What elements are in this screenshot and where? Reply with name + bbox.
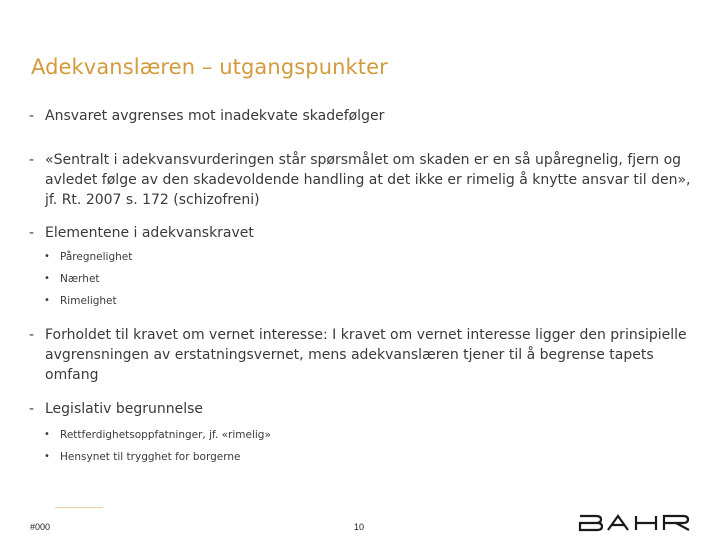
footer-label: #000 <box>30 522 51 532</box>
sub-bullet-item <box>29 294 694 308</box>
bullet-text: Elementene i adekvanskravet <box>45 225 254 241</box>
bullet-text: «Sentralt i adekvansvurderingen står spørsmålet om skaden er en så upåregnelig, fjern og avledet følge av den skadevoldende handling at det ikke er rimelig å knytte ansvar til den», jf. Rt. 2007 s. 172 (schizofreni) <box>45 152 691 208</box>
bullet-text: Ansvaret avgrenses mot inadekvate skadefølger <box>45 108 385 124</box>
bahr-logo <box>578 514 692 532</box>
sub-bullet-item <box>29 250 694 264</box>
sub-bullet-marker: • <box>44 295 50 306</box>
slide-title: Adekvanslæren – utgangspunkter <box>31 55 388 79</box>
footer-accent-line <box>55 507 103 508</box>
sub-bullet-item <box>29 272 694 286</box>
sub-bullet-text: Rimelighet <box>60 295 117 307</box>
sub-bullet-marker: • <box>44 451 50 462</box>
bullet-item <box>29 150 694 210</box>
sub-bullet-text: Rettferdighetsoppfatninger, jf. «rimelig» <box>60 429 271 441</box>
sub-bullet-text: Hensynet til trygghet for borgerne <box>60 451 241 463</box>
bullet-text: Legislativ begrunnelse <box>45 401 203 417</box>
page-number: 10 <box>354 522 365 532</box>
sub-bullet-item <box>29 450 694 464</box>
bullet-item <box>29 399 694 419</box>
bullet-marker: - <box>29 401 35 417</box>
bullet-item <box>29 223 694 243</box>
sub-bullet-item <box>29 428 694 442</box>
sub-bullet-text: Nærhet <box>60 273 100 285</box>
bullet-item <box>29 325 694 385</box>
bullet-marker: - <box>29 152 35 168</box>
slide-content <box>29 106 694 464</box>
bullet-text: Forholdet til kravet om vernet interesse: I kravet om vernet interesse ligger den prinsipielle avgrensningen av erstatningsvernet, mens adekvanslæren tjener til å begrense tapets omfang <box>45 327 687 383</box>
bullet-marker: - <box>29 108 35 124</box>
bullet-item <box>29 106 694 126</box>
sub-bullet-marker: • <box>44 251 50 262</box>
sub-bullet-text: Påregnelighet <box>60 251 133 263</box>
sub-bullet-marker: • <box>44 429 50 440</box>
bullet-marker: - <box>29 327 35 343</box>
sub-bullet-marker: • <box>44 273 50 284</box>
bullet-marker: - <box>29 225 35 241</box>
